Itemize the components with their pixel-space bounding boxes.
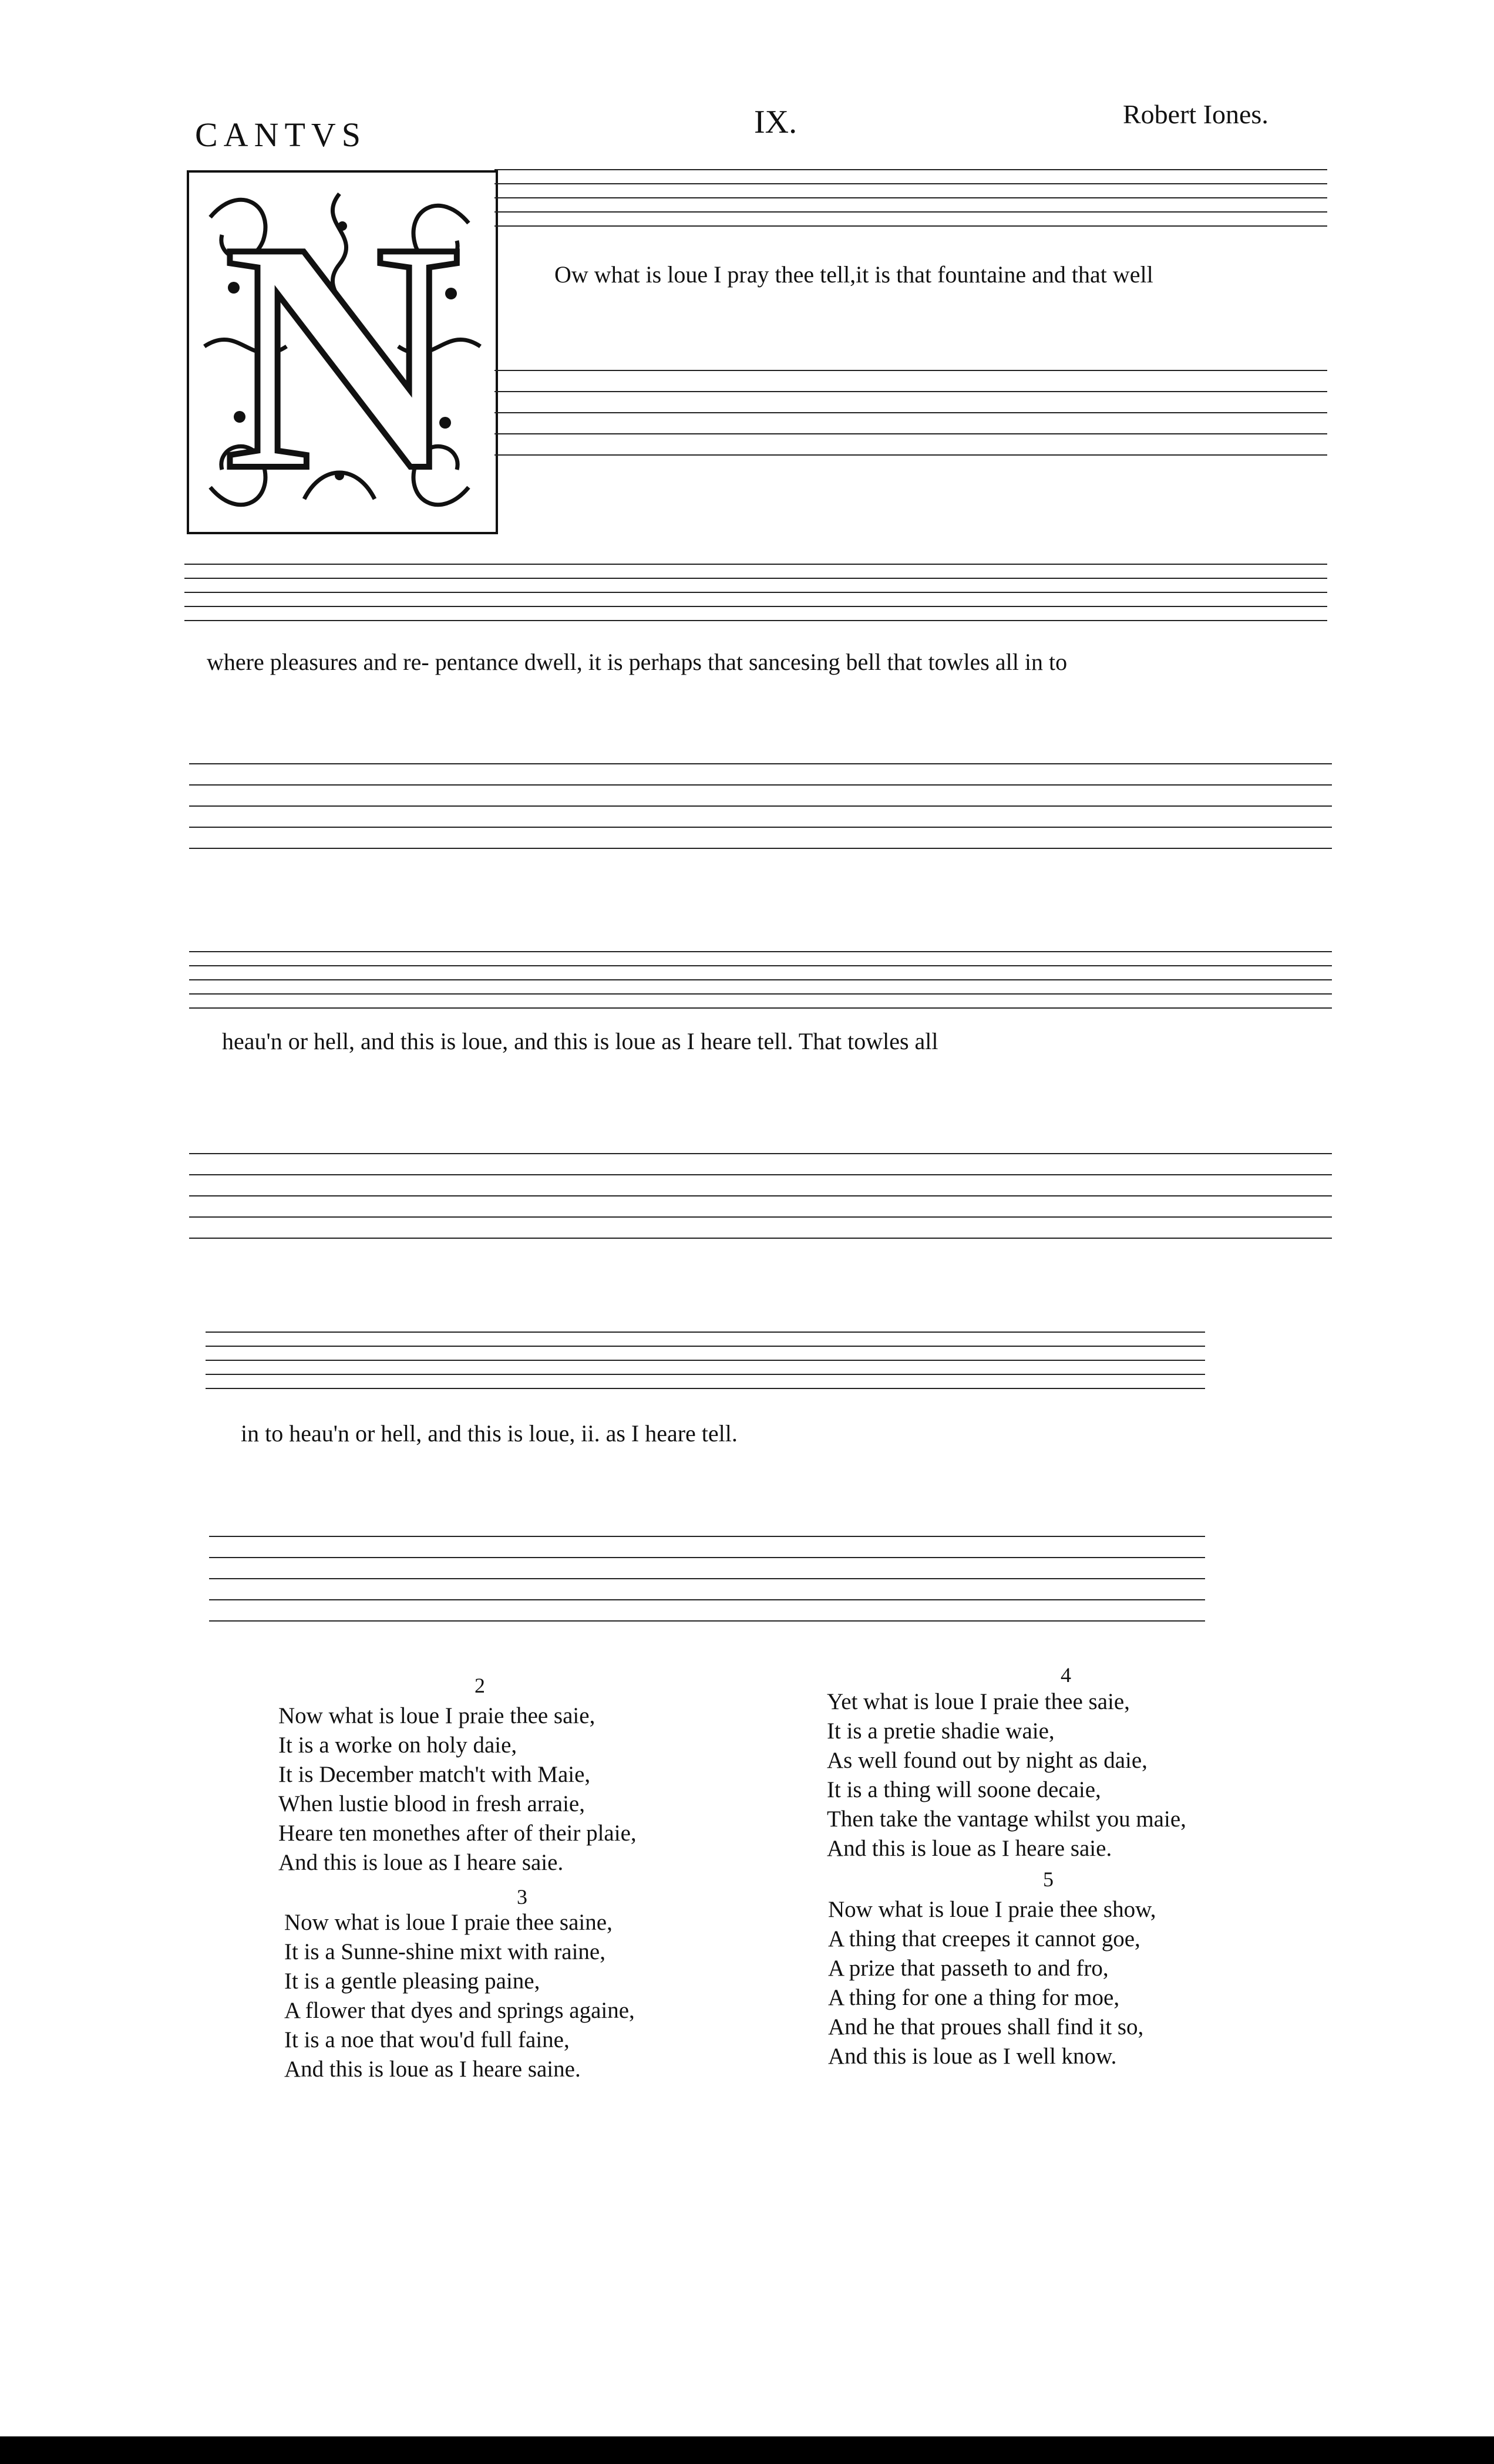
verse-line: And this is loue as I heare saine. bbox=[284, 2057, 581, 2082]
verse-line: Heare ten monethes after of their plaie, bbox=[278, 1821, 637, 1846]
verse-line: And he that proues shall find it so, bbox=[828, 2014, 1144, 2040]
verse-line: It is a pretie shadie waie, bbox=[827, 1718, 1055, 1744]
verse-number: 3 bbox=[517, 1885, 527, 1909]
lute-tablature-2 bbox=[189, 763, 1332, 869]
lyric-line-3: heau'n or hell, and this is loue, and this is loue as I heare tell. That towles all bbox=[222, 1028, 938, 1054]
verse-line: And this is loue as I heare saie. bbox=[827, 1836, 1112, 1861]
lute-tablature-1 bbox=[494, 370, 1327, 476]
composer-name: Robert Iones. bbox=[1123, 99, 1268, 129]
verse-line: As well found out by night as daie, bbox=[827, 1748, 1148, 1773]
verse-5 bbox=[828, 1895, 1156, 2071]
song-number: IX. bbox=[754, 104, 798, 140]
verse-3 bbox=[284, 1908, 635, 2084]
drop-cap-ornament bbox=[187, 170, 498, 534]
voice-part-heading: CANTVS bbox=[195, 116, 367, 154]
verse-line: Now what is loue I praie thee saine, bbox=[284, 1910, 613, 1935]
verse-line: And this is loue as I heare saie. bbox=[278, 1850, 564, 1875]
verse-number: 5 bbox=[1043, 1868, 1054, 1891]
verse-line: It is a worke on holy daie, bbox=[278, 1732, 517, 1758]
drop-cap-letter: N bbox=[223, 174, 462, 534]
verse-line: A prize that passeth to and fro, bbox=[828, 1956, 1109, 1981]
verse-line: A flower that dyes and springs againe, bbox=[284, 1998, 635, 2023]
scan-edge-bar bbox=[0, 2436, 1494, 2464]
verse-line: It is a thing will soone decaie, bbox=[827, 1777, 1101, 1802]
verse-2 bbox=[278, 1701, 637, 1878]
lute-tablature-4 bbox=[209, 1536, 1205, 1641]
verse-line: It is December match't with Maie, bbox=[278, 1762, 591, 1787]
verse-line: And this is loue as I well know. bbox=[828, 2044, 1117, 2069]
lyric-line-1: Ow what is loue I pray thee tell,it is that fountaine and that well bbox=[554, 261, 1153, 288]
verse-line: Now what is loue I praie thee show, bbox=[828, 1897, 1156, 1922]
verse-number: 2 bbox=[475, 1674, 485, 1697]
verse-line: Then take the vantage whilst you maie, bbox=[827, 1806, 1186, 1832]
verse-line: Yet what is loue I praie thee saie, bbox=[827, 1689, 1130, 1714]
cantus-staff-4 bbox=[206, 1332, 1205, 1396]
lute-tablature-3 bbox=[189, 1153, 1332, 1259]
lyric-line-4: in to heau'n or hell, and this is loue, ii. as I heare tell. bbox=[241, 1420, 738, 1447]
verse-line: It is a Sunne-shine mixt with raine, bbox=[284, 1939, 605, 1964]
verse-4 bbox=[827, 1687, 1186, 1863]
verse-number: 4 bbox=[1061, 1663, 1071, 1687]
cantus-staff-1 bbox=[494, 169, 1327, 234]
cantus-staff-2 bbox=[184, 564, 1327, 628]
verse-line: A thing that creepes it cannot goe, bbox=[828, 1926, 1140, 1951]
verse-line: When lustie blood in fresh arraie, bbox=[278, 1791, 585, 1816]
lyric-line-2: where pleasures and re- pentance dwell, it is perhaps that sancesing bell that towles all in to bbox=[207, 649, 1068, 675]
verse-line: It is a gentle pleasing paine, bbox=[284, 1968, 540, 1994]
cantus-staff-3 bbox=[189, 951, 1332, 1016]
verse-line: Now what is loue I praie thee saie, bbox=[278, 1703, 595, 1728]
verse-line: It is a noe that wou'd full faine, bbox=[284, 2027, 570, 2052]
verse-line: A thing for one a thing for moe, bbox=[828, 1985, 1120, 2010]
